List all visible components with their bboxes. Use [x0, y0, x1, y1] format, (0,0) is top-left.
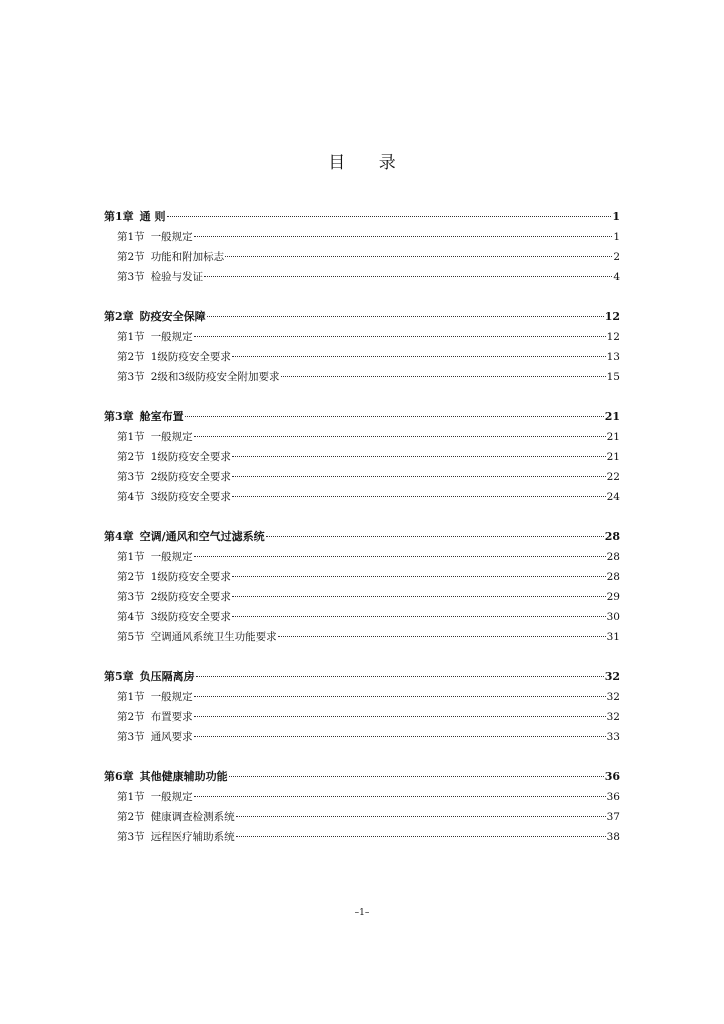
toc-chapter-entry-title: 通 则	[139, 210, 166, 223]
toc-section-entry-title: 空调通风系统卫生功能要求	[150, 631, 277, 643]
toc-section-entry-label	[117, 487, 231, 507]
toc-section-entry-title: 一般规定	[150, 331, 193, 343]
toc-section-entry-label	[117, 427, 193, 447]
toc-section-entry[interactable]	[104, 547, 620, 567]
toc-chapter-entry-number: 第4章	[104, 530, 134, 543]
dot-leader	[281, 376, 606, 377]
dot-leader	[194, 556, 606, 557]
toc-section-entry[interactable]	[104, 447, 620, 467]
toc-section-entry-number: 第2节	[117, 251, 145, 263]
toc-section-entry-page: 32	[606, 711, 620, 723]
page-title: 目 录	[328, 153, 410, 173]
toc-section-entry-label	[117, 367, 280, 387]
dot-leader	[194, 336, 606, 337]
toc-chapter-entry-page: 21	[604, 410, 620, 423]
toc-section-entry[interactable]	[104, 707, 620, 727]
toc-section-entry-label	[117, 227, 193, 247]
toc-chapter-entry-number: 第2章	[104, 310, 134, 323]
toc-section-entry-page: 28	[606, 571, 620, 583]
toc-chapter-entry-title: 舱室布置	[139, 410, 184, 423]
toc-section-entry-label	[117, 247, 224, 267]
toc-section-entry-title: 布置要求	[150, 711, 193, 723]
toc-chapter-block	[104, 667, 620, 747]
toc-section-entry[interactable]	[104, 587, 620, 607]
toc-chapter-entry[interactable]	[104, 667, 620, 687]
toc-chapter-entry-title: 防疫安全保障	[139, 310, 206, 323]
toc-section-entry-title: 一般规定	[150, 691, 193, 703]
dot-leader	[232, 596, 606, 597]
toc-chapter-entry-label	[104, 407, 184, 427]
toc-section-entry-page: 21	[606, 431, 620, 443]
toc-chapter-entry-number: 第3章	[104, 410, 134, 423]
toc-section-entry[interactable]	[104, 787, 620, 807]
toc-section-entry-title: 1级防疫安全要求	[150, 451, 231, 463]
toc-section-entry-page: 22	[606, 471, 620, 483]
toc-chapter-entry-label	[104, 527, 265, 547]
toc-section-entry-label	[117, 727, 193, 747]
toc-section-entry-label	[117, 827, 235, 847]
toc-section-entry[interactable]	[104, 567, 620, 587]
toc-section-entry-title: 1级防疫安全要求	[150, 351, 231, 363]
toc-section-entry-number: 第2节	[117, 711, 145, 723]
dot-leader	[278, 636, 606, 637]
toc-section-entry-page: 30	[606, 611, 620, 623]
dot-leader	[225, 256, 612, 257]
dot-leader	[185, 416, 604, 417]
toc-section-entry-title: 检验与发证	[150, 271, 204, 283]
toc-chapter-block	[104, 307, 620, 387]
page-number: –1–	[354, 908, 370, 918]
toc-section-entry-page: 1	[613, 231, 620, 243]
toc-section-entry-page: 15	[606, 371, 620, 383]
dot-leader	[207, 316, 604, 317]
toc-section-entry[interactable]	[104, 227, 620, 247]
toc-chapter-entry-label	[104, 667, 195, 687]
toc-chapter-entry-page: 32	[604, 670, 620, 683]
dot-leader	[194, 736, 606, 737]
toc-section-entry-label	[117, 687, 193, 707]
toc-chapter-entry-title: 空调/通风和空气过滤系统	[139, 530, 265, 543]
toc-section-entry-label	[117, 587, 231, 607]
dot-leader	[232, 356, 606, 357]
toc-section-entry-label	[117, 707, 193, 727]
toc-section-entry-page: 24	[606, 491, 620, 503]
toc-chapter-entry-label	[104, 767, 228, 787]
toc-section-entry-number: 第3节	[117, 731, 145, 743]
toc-chapter-entry[interactable]	[104, 407, 620, 427]
toc-section-entry[interactable]	[104, 427, 620, 447]
toc-section-entry-number: 第1节	[117, 231, 145, 243]
dot-leader	[194, 236, 613, 237]
toc-section-entry-number: 第2节	[117, 351, 145, 363]
dot-leader	[232, 496, 606, 497]
toc-section-entry-number: 第2节	[117, 451, 145, 463]
toc-chapter-block	[104, 767, 620, 847]
toc-section-entry-page: 33	[606, 731, 620, 743]
toc-section-entry[interactable]	[104, 487, 620, 507]
toc-section-entry-title: 2级和3级防疫安全附加要求	[150, 371, 280, 383]
toc-chapter-block	[104, 407, 620, 507]
toc-section-entry-label	[117, 447, 231, 467]
toc-section-entry[interactable]	[104, 467, 620, 487]
toc-section-entry-title: 一般规定	[150, 231, 193, 243]
toc-chapter-block	[104, 527, 620, 647]
toc-chapter-entry-label	[104, 207, 166, 227]
toc-section-entry-label	[117, 347, 231, 367]
toc-section-entry-label	[117, 467, 231, 487]
toc-chapter-block	[104, 207, 620, 287]
toc-section-entry-title: 一般规定	[150, 551, 193, 563]
toc-section-entry-page: 28	[606, 551, 620, 563]
toc-section-entry-title: 通风要求	[150, 731, 193, 743]
toc-section-entry-title: 2级防疫安全要求	[150, 591, 231, 603]
toc-chapter-entry-number: 第5章	[104, 670, 134, 683]
toc-section-entry-number: 第1节	[117, 551, 145, 563]
toc-section-entry-number: 第1节	[117, 431, 145, 443]
toc-section-entry-title: 一般规定	[150, 431, 193, 443]
toc-section-entry-page: 13	[606, 351, 620, 363]
toc-section-entry[interactable]	[104, 347, 620, 367]
dot-leader	[232, 576, 606, 577]
toc-section-entry[interactable]	[104, 607, 620, 627]
toc-section-entry-number: 第3节	[117, 471, 145, 483]
toc-section-entry-title: 3级防疫安全要求	[150, 611, 231, 623]
toc-section-entry-label	[117, 607, 231, 627]
dot-leader	[194, 796, 606, 797]
toc-section-entry-number: 第2节	[117, 811, 145, 823]
toc-section-entry-number: 第3节	[117, 591, 145, 603]
toc-chapter-entry[interactable]	[104, 307, 620, 327]
toc-section-entry-title: 功能和附加标志	[150, 251, 225, 263]
toc-section-entry-label	[117, 267, 203, 287]
toc-chapter-entry-number: 第1章	[104, 210, 134, 223]
toc-section-entry-number: 第3节	[117, 371, 145, 383]
toc-section-entry-title: 健康调查检测系统	[150, 811, 235, 823]
toc-section-entry-page: 37	[606, 811, 620, 823]
toc-section-entry-number: 第1节	[117, 691, 145, 703]
toc-section-entry-label	[117, 547, 193, 567]
toc-section-entry-number: 第4节	[117, 491, 145, 503]
dot-leader	[236, 836, 606, 837]
toc-chapter-entry-page: 1	[612, 210, 620, 223]
toc-chapter-entry[interactable]	[104, 207, 620, 227]
toc-section-entry-number: 第2节	[117, 571, 145, 583]
dot-leader	[232, 476, 606, 477]
dot-leader	[229, 776, 604, 777]
toc-chapter-entry[interactable]	[104, 767, 620, 787]
toc-section-entry-title: 2级防疫安全要求	[150, 471, 231, 483]
dot-leader	[232, 616, 606, 617]
toc-section-entry-number: 第4节	[117, 611, 145, 623]
toc-section-entry-number: 第1节	[117, 791, 145, 803]
toc-section-entry-number: 第3节	[117, 831, 145, 843]
dot-leader	[194, 716, 606, 717]
toc-section-entry-page: 29	[606, 591, 620, 603]
toc-section-entry-page: 4	[613, 271, 620, 283]
toc-section-entry-title: 1级防疫安全要求	[150, 571, 231, 583]
toc-section-entry[interactable]	[104, 627, 620, 647]
toc-chapter-entry-number: 第6章	[104, 770, 134, 783]
toc-section-entry-title: 3级防疫安全要求	[150, 491, 231, 503]
toc-chapter-entry-page: 36	[604, 770, 620, 783]
dot-leader	[196, 676, 604, 677]
toc-section-entry-number: 第1节	[117, 331, 145, 343]
toc-section-entry[interactable]	[104, 247, 620, 267]
toc-section-entry-page: 21	[606, 451, 620, 463]
toc-section-entry-number: 第5节	[117, 631, 145, 643]
dot-leader	[232, 456, 606, 457]
toc-section-entry-page: 31	[606, 631, 620, 643]
dot-leader	[266, 536, 604, 537]
toc-section-entry[interactable]	[104, 267, 620, 287]
toc-section-entry-page: 12	[606, 331, 620, 343]
dot-leader	[236, 816, 606, 817]
table-of-contents	[104, 207, 620, 867]
dot-leader	[167, 216, 612, 217]
toc-section-entry[interactable]	[104, 687, 620, 707]
toc-chapter-entry-page: 28	[604, 530, 620, 543]
toc-section-entry-title: 一般规定	[150, 791, 193, 803]
toc-section-entry-label	[117, 807, 235, 827]
toc-section-entry-label	[117, 327, 193, 347]
dot-leader	[204, 276, 612, 277]
toc-section-entry-label	[117, 567, 231, 587]
toc-section-entry[interactable]	[104, 327, 620, 347]
toc-section-entry-page: 2	[613, 251, 620, 263]
toc-chapter-entry-page: 12	[604, 310, 620, 323]
toc-section-entry-label	[117, 627, 277, 647]
toc-section-entry-label	[117, 787, 193, 807]
toc-section-entry[interactable]	[104, 807, 620, 827]
toc-section-entry-page: 32	[606, 691, 620, 703]
toc-chapter-entry[interactable]	[104, 527, 620, 547]
toc-section-entry[interactable]	[104, 727, 620, 747]
dot-leader	[194, 436, 606, 437]
toc-section-entry[interactable]	[104, 367, 620, 387]
toc-chapter-entry-title: 其他健康辅助功能	[139, 770, 228, 783]
dot-leader	[194, 696, 606, 697]
toc-section-entry[interactable]	[104, 827, 620, 847]
toc-section-entry-page: 38	[606, 831, 620, 843]
toc-section-entry-title: 远程医疗辅助系统	[150, 831, 235, 843]
toc-section-entry-number: 第3节	[117, 271, 145, 283]
toc-chapter-entry-title: 负压隔离房	[139, 670, 195, 683]
toc-section-entry-page: 36	[606, 791, 620, 803]
toc-chapter-entry-label	[104, 307, 206, 327]
